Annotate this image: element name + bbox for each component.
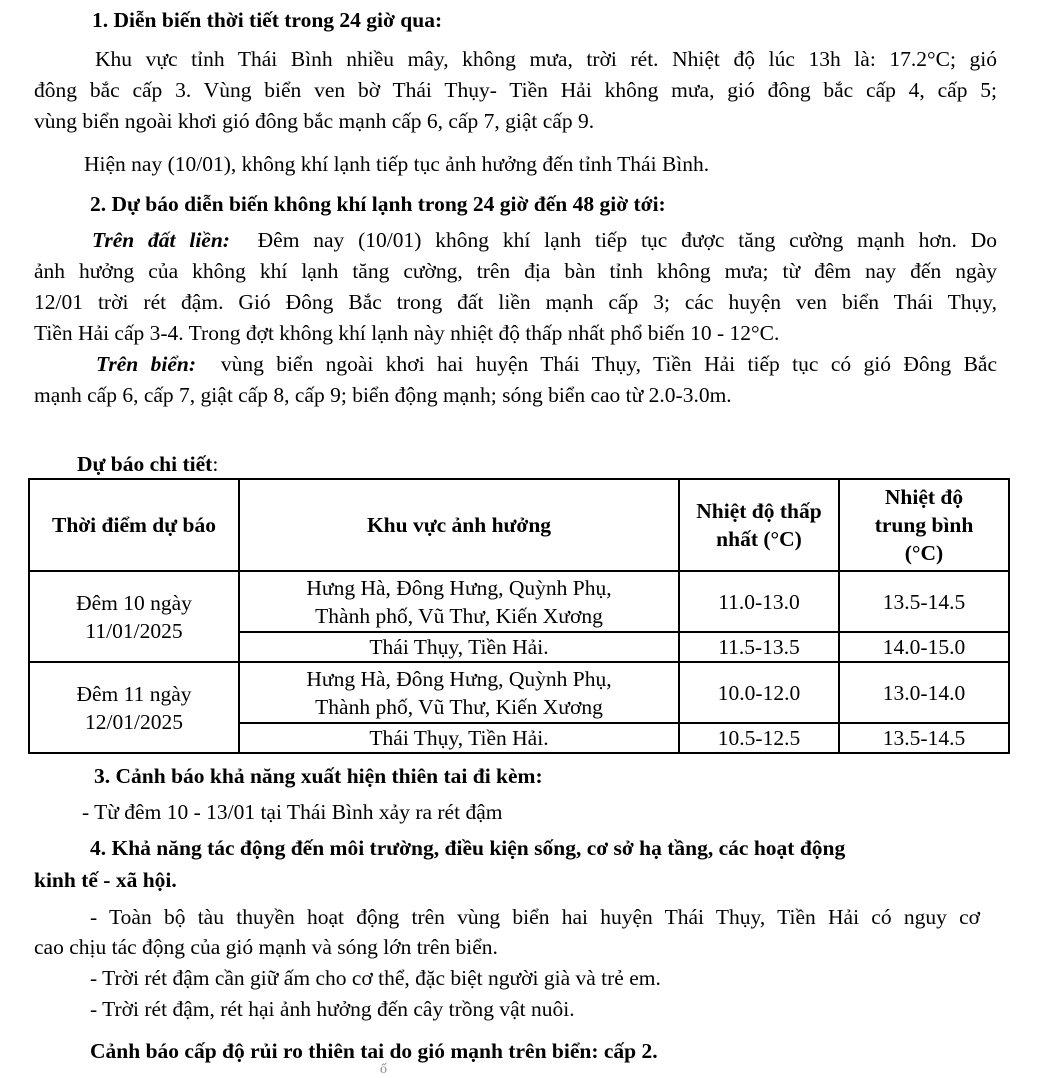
section-3-heading: 3. Cảnh báo khả năng xuất hiện thiên tai đi kèm: [94, 764, 543, 788]
sea-forecast-line: mạnh cấp 6, cấp 7, giật cấp 8, cấp 9; biển động mạnh; sóng biển cao từ 2.0-3.0m. [34, 383, 732, 407]
sea-forecast-text: vùng biển ngoài khơi hai huyện Thái Thụy, Tiền Hải tiếp tục có gió Đông Bắc [220, 352, 998, 376]
impact-item: - Trời rét đậm cần giữ ấm cho cơ thể, đặc biệt người già và trẻ em. [90, 966, 661, 990]
detail-title-text: Dự báo chi tiết [77, 452, 213, 476]
forecast-table [28, 478, 1010, 754]
area-cell: Hưng Hà, Đông Hưng, Quỳnh Phụ, Thành phố, Vũ Thư, Kiến Xương [239, 571, 679, 632]
land-forecast-line: 12/01 trời rét đậm. Gió Đông Bắc trong đất liền mạnh cấp 3; các huyện ven biển Thái Thụy, [34, 290, 997, 314]
impact-item: - Toàn bộ tàu thuyền hoạt động trên vùng biển hai huyện Thái Thụy, Tiền Hải có nguy cơ [90, 905, 980, 929]
section-1-text-line: vùng biển ngoài khơi gió đông bắc mạnh cấp 6, cấp 7, giật cấp 9. [34, 109, 595, 133]
min-temp-cell: 11.5-13.5 [679, 632, 839, 662]
section-1-text-line: đông bắc cấp 3. Vùng biển ven bờ Thái Thụy- Tiền Hải không mưa, gió đông bắc cấp 4, cấp 5; [34, 78, 997, 102]
table-row [29, 662, 1009, 723]
avg-temp-cell: 13.5-14.5 [839, 723, 1009, 753]
section-2-heading: 2. Dự báo diễn biến không khí lạnh trong 24 giờ đến 48 giờ tới: [90, 192, 666, 216]
time-cell: Đêm 10 ngày 11/01/2025 [29, 571, 239, 662]
section-3-item: - Từ đêm 10 - 13/01 tại Thái Bình xảy ra rét đậm [82, 800, 503, 824]
detail-forecast-title [77, 450, 218, 478]
detail-title-colon: : [212, 452, 219, 476]
section-4-heading-cont: kinh tế - xã hội. [34, 868, 177, 892]
min-temp-cell: 11.0-13.0 [679, 571, 839, 632]
header-area: Khu vực ảnh hưởng [239, 479, 679, 571]
avg-temp-cell: 13.0-14.0 [839, 662, 1009, 723]
header-avg-temp: Nhiệt độ trung bình (°C) [839, 479, 1009, 571]
time-cell: Đêm 11 ngày 12/01/2025 [29, 662, 239, 753]
avg-temp-cell: 13.5-14.5 [839, 571, 1009, 632]
section-1-heading: 1. Diễn biến thời tiết trong 24 giờ qua: [92, 8, 443, 32]
avg-temp-cell: 14.0-15.0 [839, 632, 1009, 662]
table-row [29, 571, 1009, 632]
risk-level-warning: Cảnh báo cấp độ rủi ro thiên tai do gió mạnh trên biển: cấp 2. [90, 1039, 658, 1063]
sea-label: Trên biển: [96, 352, 196, 376]
land-forecast-line [92, 226, 997, 254]
land-forecast-line: Tiền Hải cấp 3-4. Trong đợt không khí lạnh này nhiệt độ thấp nhất phổ biến 10 - 12°C. [34, 321, 780, 345]
min-temp-cell: 10.5-12.5 [679, 723, 839, 753]
impact-item: - Trời rét đậm, rét hại ảnh hưởng đến cây trồng vật nuôi. [90, 997, 575, 1021]
sea-forecast-line [96, 350, 997, 378]
land-forecast-line: ảnh hưởng của không khí lạnh tăng cường, trên địa bàn tỉnh không mưa; từ đêm nay đến ngày [34, 259, 997, 283]
current-status-text: Hiện nay (10/01), không khí lạnh tiếp tục ảnh hưởng đến tỉnh Thái Bình. [84, 152, 710, 176]
impact-item-cont: cao chịu tác động của gió mạnh và sóng lớn trên biển. [34, 935, 498, 959]
area-cell: Hưng Hà, Đông Hưng, Quỳnh Phụ, Thành phố, Vũ Thư, Kiến Xương [239, 662, 679, 723]
cutoff-glyph: ố [380, 1062, 387, 1077]
land-forecast-text: Đêm nay (10/01) không khí lạnh tiếp tục được tăng cường mạnh hơn. Do [257, 228, 997, 252]
header-min-temp: Nhiệt độ thấp nhất (°C) [679, 479, 839, 571]
area-cell: Thái Thụy, Tiền Hải. [239, 723, 679, 753]
area-cell: Thái Thụy, Tiền Hải. [239, 632, 679, 662]
header-time: Thời điểm dự báo [29, 479, 239, 571]
section-4-heading: 4. Khả năng tác động đến môi trường, điều kiện sống, cơ sở hạ tầng, các hoạt động [90, 836, 846, 860]
land-label: Trên đất liền: [92, 228, 230, 252]
section-1-text-line: Khu vực tỉnh Thái Bình nhiều mây, không mưa, trời rét. Nhiệt độ lúc 13h là: 17.2°C; gió [95, 47, 997, 71]
min-temp-cell: 10.0-12.0 [679, 662, 839, 723]
table-header-row [29, 479, 1009, 571]
